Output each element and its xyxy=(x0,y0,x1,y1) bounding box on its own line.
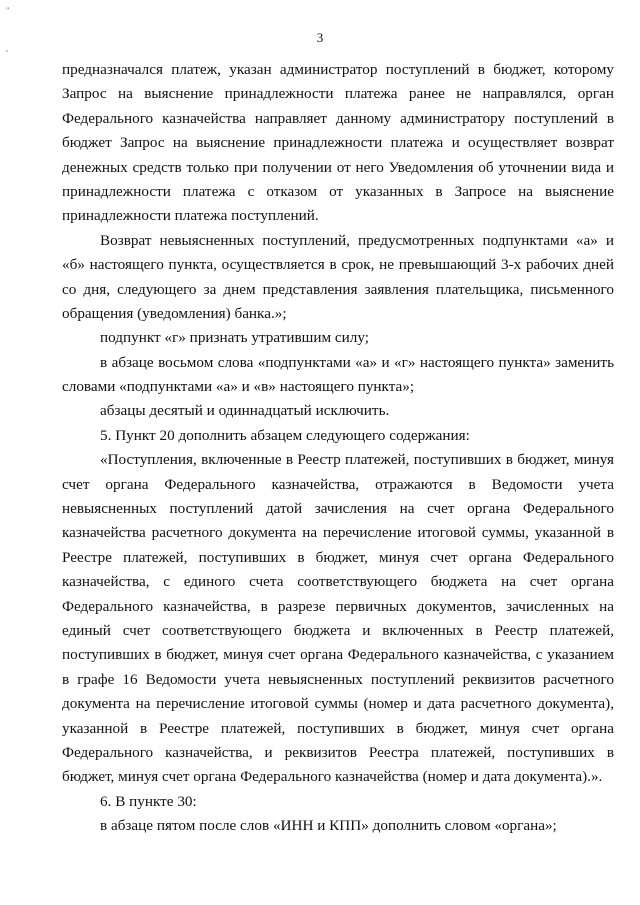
margin-mark-top: " xyxy=(6,6,10,15)
text-line: Федерального казначейства, и реквизитов Реестра платежей, поступивших в xyxy=(62,743,614,761)
text-line: «Поступления, включенные в Реестр платежей, поступивших в бюджет, минуя xyxy=(100,451,614,469)
text-line: «б» настоящего пункта, осуществляется в срок, не превышающий 3-х рабочих дней xyxy=(62,256,614,274)
text-line: денежных средств только при получении от него Уведомления об уточнении вида и xyxy=(62,158,614,176)
margin-mark-side: , xyxy=(6,44,8,53)
page-number: 3 xyxy=(316,30,324,45)
text-line: указанной в Реестре платежей, поступивших в бюджет, минуя счет органа xyxy=(62,719,614,737)
text-line: счет органа Федерального казначейства, отражаются в Ведомости учета xyxy=(62,475,614,493)
text-line: казначейства расчетного документа на перечисление итоговой суммы, указанной в xyxy=(62,524,614,542)
text-line: Возврат невыясненных поступлений, предусмотренных подпунктами «а» и xyxy=(100,231,614,249)
text-line: 5. Пункт 20 дополнить абзацем следующего содержания: xyxy=(100,426,470,444)
text-line: словами «подпунктами «а» и «в» настоящего пункта»; xyxy=(62,378,415,396)
text-line: принадлежности платежа с отказом от указанных в Запросе на выяснение xyxy=(62,182,614,200)
text-line: в абзаце восьмом слова «подпунктами «а» и «г» настоящего пункта» заменить xyxy=(100,353,614,371)
text-line: документа на перечисление итоговой суммы (номер и дата расчетного документа), xyxy=(62,695,614,713)
text-line: в графе 16 Ведомости учета невыясненных поступлений реквизитов расчетного xyxy=(62,670,614,688)
text-line: Реестре платежей, поступивших в бюджет, минуя счет органа Федерального xyxy=(62,548,614,566)
text-line: подпункт «г» признать утратившим силу; xyxy=(100,329,369,347)
text-line: Федерального казначейства направляет данному администратору поступлений в xyxy=(62,109,614,127)
text-line: невыясненных поступлений датой зачисления на счет органа Федерального xyxy=(62,500,614,518)
text-line: единый счет соответствующего бюджета и включенных в Реестр платежей, xyxy=(62,621,614,639)
text-line: со дня, следующего за днем представления заявления плательщика, письменного xyxy=(62,280,614,298)
text-line: абзацы десятый и одиннадцатый исключить. xyxy=(100,402,390,420)
text-line: бюджет Запрос на выяснение принадлежности платежа и осуществляет возврат xyxy=(62,134,614,152)
text-line: Федерального казначейства, в разрезе первичных документов, зачисленных на xyxy=(62,597,614,615)
text-line: бюджет, минуя счет органа Федерального казначейства (номер и дата документа).». xyxy=(62,768,603,786)
text-line: Запрос на выяснение принадлежности платежа ранее не направлялся, орган xyxy=(62,85,614,103)
text-line: 6. В пункте 30: xyxy=(100,792,197,810)
text-line: поступивших в бюджет, минуя счет органа Федерального казначейства, с указанием xyxy=(62,646,614,664)
text-line: обращения (уведомления) банка.»; xyxy=(62,304,287,322)
text-line: в абзаце пятом после слов «ИНН и КПП» дополнить словом «органа»; xyxy=(100,817,557,835)
text-line: принадлежности платежа поступлений. xyxy=(62,207,319,225)
text-line: предназначался платеж, указан администратор поступлений в бюджет, которому xyxy=(62,61,614,78)
document-body xyxy=(62,58,614,839)
text-line: казначейства, с единого счета соответствующего бюджета на счет органа xyxy=(62,573,614,591)
